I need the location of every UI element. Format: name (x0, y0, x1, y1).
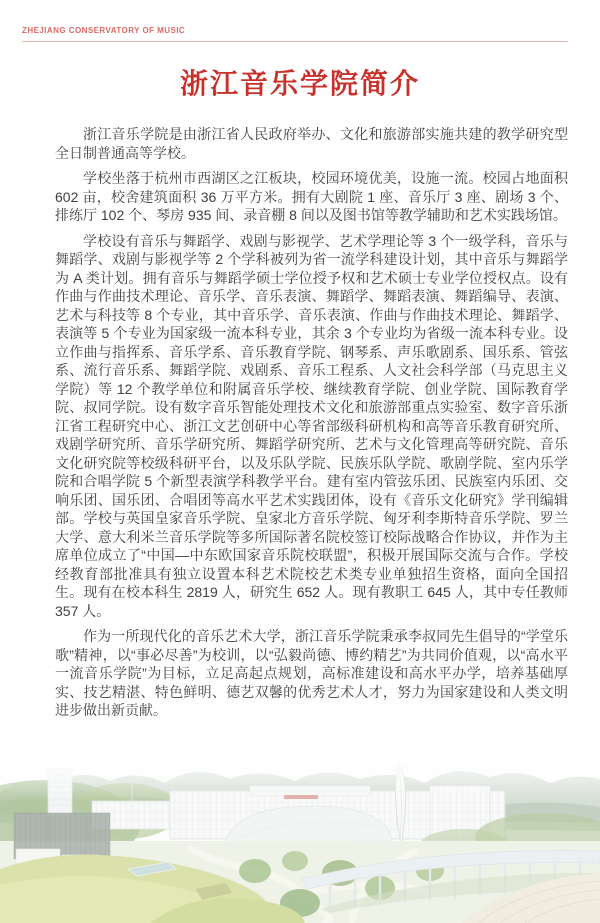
campus-photo (0, 753, 600, 923)
photo-top-fade (0, 753, 600, 801)
paragraph-campus: 学校坐落于杭州市西湖区之江板块，校园环境优美，设施一流。校园占地面积 602 亩，校舍建筑面积 36 万平方米。拥有大剧院 1 座、音乐厅 3 座、剧场 3 个、排练厅 102 个、琴房 935 间、录音棚 8 间以及图书馆等教学辅助和艺术实践场馆。 (55, 170, 568, 223)
campus-photo-illustration (0, 753, 600, 923)
brand-text: ZHEJIANG CONSERVATORY OF MUSIC (22, 26, 186, 35)
page-header (0, 0, 600, 42)
article-body (55, 125, 568, 720)
paragraph-intro: 浙江音乐学院是由浙江省人民政府举办、文化和旅游部实施共建的教学研究型全日制普通高等学校。 (55, 126, 568, 161)
page-title: 浙江音乐学院简介 (179, 69, 420, 100)
header-rule (22, 41, 568, 42)
paragraph-academics: 学校设有音乐与舞蹈学、戏剧与影视学、艺术学理论等 3 个一级学科，音乐与舞蹈学、戏剧与影视学等 2 个学科被列为省一流学科建设计划，其中音乐与舞蹈学为 A 类计划。拥有音乐与舞蹈学硕士学位授予权和艺术硕士专业学位授权点。设有作曲与作曲技术理论、音乐学、音乐表演、舞蹈学、舞蹈表演、舞蹈编导、表演、艺术与科技等 8 个专业，其中音乐学、音乐表演、作曲与作曲技术理论、舞蹈学、表演等 5 个专业为国家级一流本科专业，其余 3 个专业均为省级一流本科专业。设立作曲与指挥系、音乐学系、音乐教育学院、钢琴系、声乐歌剧系、国乐系、管弦系、流行音乐系、舞蹈学院、戏剧系、音乐工程系、人文社会科学部（马克思主义学院）等 12 个教学单位和附属音乐学校、继续教育学院、创业学院、国际教育学院、叔同学院。设有数字音乐智能处理技术文化和旅游部重点实验室、数字音乐浙江省工程研究中心、浙江文艺创研中心等省部级科研机构和高等音乐教育研究所、戏剧学研究所、音乐学研究所、舞蹈学研究所、艺术与文化管理高等研究院、音乐文化研究院等校级科研平台，以及乐队学院、民族乐队学院、歌剧学院、室内乐学院和合唱学院 5 个新型表演学科教学平台。建有室内管弦乐团、民族室内乐团、交响乐团、国乐团、合唱团等高水平艺术实践团体，设有《音乐文化研究》学刊编辑部。学校与英国皇家音乐学院、皇家北方音乐学院、匈牙利李斯特音乐学院、罗兰大学、意大利米兰音乐学院等多所国际著名院校签订校际战略合作协议，并作为主席单位成立了“中国—中东欧国家音乐院校联盟”，积极开展国际交流与合作。学校经教育部批准具有独立设置本科艺术院校艺术类专业单独招生资格，面向全国招生。现有在校本科生 2819 人，研究生 652 人。现有教职工 645 人，其中专任教师 357 人。 (55, 232, 568, 619)
paragraph-vision: 作为一所现代化的音乐艺术大学，浙江音乐学院秉承李叔同先生倡导的“学堂乐歌”精神，以“事必尽善”为校训，以“弘毅尚德、博约精艺”为共同价值观，以“高水平一流音乐学院”为目标，立足高起点规划，高标准建设和高水平办学，培养基础厚实、技艺精湛、特色鲜明、德艺双馨的优秀艺术人才，努力为国家建设和人类文明进步做出新贡献。 (55, 628, 568, 718)
